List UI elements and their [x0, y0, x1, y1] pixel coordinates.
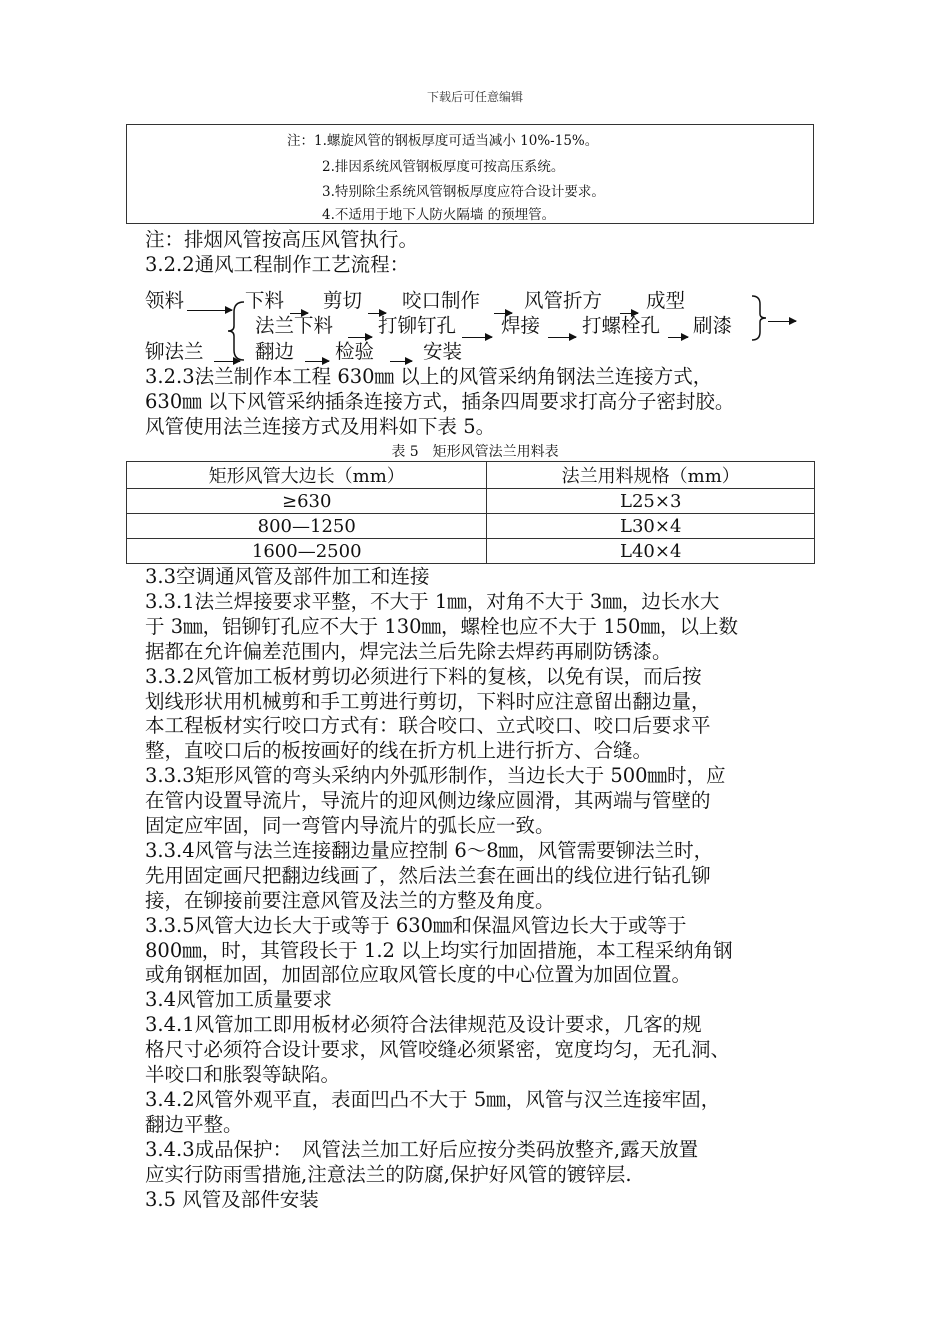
flow-step: 铆法兰	[145, 340, 204, 363]
paragraph-line: 3.5 风管及部件安装	[145, 1187, 319, 1211]
flow-step: 下料	[245, 289, 285, 312]
page-header: 下载后可任意编辑	[426, 90, 523, 104]
paragraph-line: 3.4风管加工质量要求	[145, 988, 333, 1012]
flow-step: 打铆钉孔	[378, 314, 457, 337]
paragraph-line: 3.4.3成品保护： 风管法兰加工好后应按分类码放整齐,露天放置	[145, 1137, 699, 1161]
paragraph-line: 3.4.1风管加工即用板材必须符合法律规范及设计要求，几客的规	[145, 1013, 702, 1037]
paragraph-line: 3.3.1法兰焊接要求平整，不大于 1㎜，对角不大于 3㎜，边长水大	[145, 589, 720, 613]
paragraph-line: 3.2.3法兰制作本工程 630㎜ 以上的风管采纳角钢法兰连接方式，	[145, 365, 713, 388]
flow-step: 法兰下料	[255, 314, 334, 337]
paragraph-line: 于 3㎜，铝铆钉孔应不大于 130㎜，螺栓也应不大于 150㎜，以上数	[145, 614, 738, 638]
left-brace-icon	[226, 300, 246, 362]
table-cell: 1600—2500	[127, 539, 487, 564]
flow-step: 风管折方	[524, 289, 603, 312]
paragraph-line: 风管使用法兰连接方式及用料如下表 5。	[145, 415, 496, 438]
paragraph-line: 先用固定画尺把翻边线画了，然后法兰套在画出的线位进行钻孔铆	[145, 863, 711, 887]
paragraph-line: 整，直咬口后的板按画好的线在折方机上进行折方、合缝。	[145, 739, 653, 763]
paragraph-line: 3.3.4风管与法兰连接翻边量应控制 6～8㎜，风管需要铆法兰时，	[145, 838, 714, 862]
table-cell: 800—1250	[127, 514, 487, 539]
paragraph-line: 3.3.5风管大边长大于或等于 630㎜和保温风管边长大于或等于	[145, 913, 687, 937]
table-cell: ≥630	[127, 489, 487, 514]
flow-step: 打螺栓孔	[582, 314, 661, 337]
paragraph-line: 翻边平整。	[145, 1112, 243, 1136]
arrow-icon	[214, 361, 240, 362]
paragraph-line: 800㎜，时，其管段长于 1.2 以上均实行加固措施，本工程采纳角钢	[145, 938, 733, 962]
flow-step: 检验	[335, 340, 375, 363]
table-header-cell: 矩形风管大边长（mm）	[127, 462, 487, 489]
paragraph-line: 3.4.2风管外观平直，表面凹凸不大于 5㎜，风管与汉兰连接牢固，	[145, 1087, 721, 1111]
paragraph-line: 格尺寸必须符合设计要求，风管咬缝必须紧密，宽度均匀，无孔洞、	[145, 1038, 731, 1062]
table-cell: L40×4	[487, 539, 815, 564]
flow-step: 翻边	[255, 340, 295, 363]
flow-step: 咬口制作	[402, 289, 481, 312]
note-line: 2.排因系统风管钢板厚度可按高压系统。	[322, 159, 565, 175]
note-line: 4.不适用于地下人防火隔墙 的预埋管。	[322, 207, 556, 223]
paragraph-line: 630㎜ 以下风管采纳插条连接方式，插条四周要求打高分子密封胶。	[145, 390, 735, 413]
paragraph-line: 本工程板材实行咬口方式有：联合咬口、立式咬口、咬口后要求平	[145, 714, 711, 738]
paragraph-line: 3.3.2风管加工板材剪切必须进行下料的复核，以免有误，而后按	[145, 664, 702, 688]
flow-step: 成型	[646, 289, 686, 312]
note-line: 3.特别除尘系统风管钢板厚度应符合设计要求。	[322, 184, 605, 200]
paragraph-line: 据都在允许偏差范围内，焊完法兰后先除去焊药再刷防锈漆。	[145, 639, 672, 663]
paragraph-line: 固定应牢固，同一弯管内导流片的弧长应一致。	[145, 814, 555, 837]
table-caption: 表 5 矩形风管法兰用料表	[391, 444, 559, 460]
paragraph-line: 3.2.2通风工程制作工艺流程：	[145, 253, 410, 276]
arrow-icon	[668, 337, 688, 338]
table-row	[127, 514, 815, 539]
table-cell: L25×3	[487, 489, 815, 514]
paragraph-line: 半咬口和胀裂等缺陷。	[145, 1063, 341, 1086]
right-brace-icon	[750, 294, 768, 342]
flow-step: 领料	[145, 289, 185, 312]
flow-step: 安装	[423, 340, 463, 363]
flange-table	[126, 461, 815, 564]
table-header-cell: 法兰用料规格（mm）	[487, 462, 815, 489]
table-header-row	[127, 462, 815, 489]
arrow-icon	[305, 361, 329, 362]
paragraph-line: 3.3空调通风管及部件加工和连接	[145, 565, 430, 588]
paragraph-line: 接，在铆接前要注意风管及法兰的方整及角度。	[145, 888, 555, 912]
arrow-icon	[768, 321, 796, 322]
paragraph-line: 划线形状用机械剪和手工剪进行剪切，下料时应注意留出翻边量，	[145, 689, 711, 713]
paragraph-line: 3.3.3矩形风管的弯头采纳内外弧形制作，当边长大于 500㎜时，应	[145, 764, 726, 788]
flow-step: 剪切	[323, 289, 363, 312]
arrow-icon	[548, 337, 576, 338]
paragraph-line: 或角钢框加固，加固部位应取风管长度的中心位置为加固位置。	[145, 963, 692, 987]
flow-step: 刷漆	[693, 314, 733, 337]
paragraph-line: 在管内设置导流片，导流片的迎风侧边缘应圆滑，其两端与管壁的	[145, 789, 711, 813]
arrow-icon	[462, 337, 492, 338]
notes-box	[126, 124, 814, 224]
table-row	[127, 539, 815, 564]
table-cell: L30×4	[487, 514, 815, 539]
arrow-icon	[390, 361, 412, 362]
paragraph-line: 应实行防雨雪措施,注意法兰的防腐,保护好风管的镀锌层.	[145, 1162, 632, 1186]
paragraph-line: 注：排烟风管按高压风管执行。	[145, 228, 419, 251]
arrow-icon	[348, 337, 372, 338]
flow-step: 焊接	[501, 314, 541, 337]
note-line: 注：1.螺旋风管的钢板厚度可适当减小 10%-15%。	[287, 133, 599, 149]
table-row	[127, 489, 815, 514]
